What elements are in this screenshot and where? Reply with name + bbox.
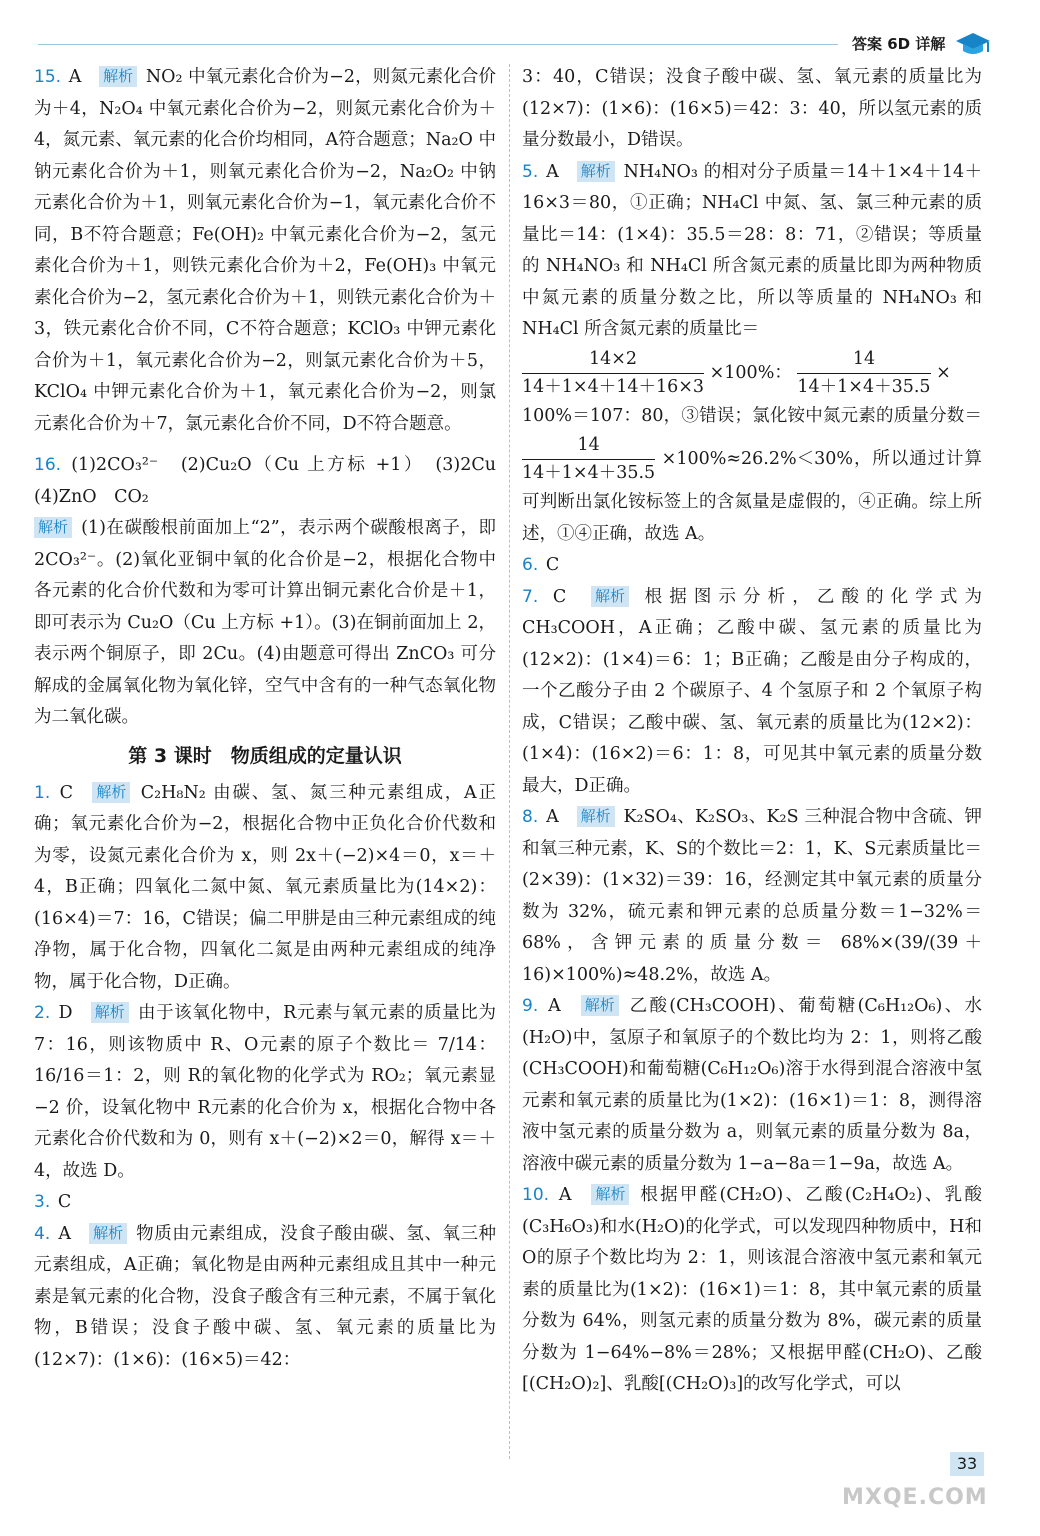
- analysis-tag: 解析: [99, 66, 137, 87]
- answer-choice: A: [548, 996, 561, 1016]
- answer-choice: A: [58, 1223, 71, 1244]
- fraction-expression: [522, 346, 982, 401]
- answer-item-16: [34, 450, 514, 734]
- item-number: 15.: [34, 67, 62, 87]
- item-number: 8.: [522, 807, 539, 827]
- answer-choice: A: [68, 67, 82, 87]
- answer-item-15: [34, 62, 496, 440]
- answer-item-5: [522, 157, 982, 551]
- item-number: 10.: [522, 1185, 550, 1205]
- analysis-tag: 解析: [581, 995, 619, 1016]
- analysis-tag: 解析: [34, 517, 72, 538]
- analysis-tag: 解析: [577, 806, 615, 827]
- item-number: 1.: [34, 782, 51, 803]
- answer-item-10: [522, 1180, 982, 1401]
- analysis-text-cont: 7/14：16/16＝1：2，则 R的氧化物的化学式为 RO₂；氧元素显−2 价，设氧化物中 R元素的化合价为 x，根据化合物中各元素化合价代数和为 0，则有 x＋(−2)×2＝0，解得 x＝＋4，故选 D。: [34, 1034, 496, 1181]
- item-number: 2.: [34, 1003, 51, 1023]
- item-number: 16.: [34, 455, 62, 475]
- header-label: 答案 6D 详解: [852, 35, 946, 53]
- answer-choice: A: [546, 807, 559, 827]
- analysis-text-cont: 68%×(39/(39＋16)×100%)≈48.2%，故选 A。: [522, 933, 982, 985]
- analysis-text-cont: ×100%≈26.2%＜30%，所以通过计算可判断出氯化铵标签上的含氮量是虚假的，④正确。综上所述，①④正确，故选 A。: [522, 449, 982, 544]
- watermark: MXQE.COM: [842, 1485, 988, 1510]
- fraction-denominator: 14＋1×4＋14＋16×3: [522, 376, 705, 397]
- analysis-tag: 解析: [591, 586, 629, 607]
- column-divider: [509, 64, 510, 1459]
- fraction-denominator: 14＋1×4＋35.5: [797, 376, 931, 397]
- answer-choice: C: [57, 1192, 72, 1212]
- fraction-denominator: 14＋1×4＋35.5: [522, 463, 656, 483]
- page-number: 33: [950, 1452, 984, 1476]
- answer-choice: C: [545, 555, 560, 575]
- fraction-numerator: 14: [797, 346, 930, 374]
- analysis-text: 3：40，C错误；没食子酸中碳、氢、氧元素的质量比为(12×7)：(1×6)：(16×5)＝42：3：40，所以氢元素的质量分数最小，D错误。: [522, 67, 982, 150]
- answer-item-8: [522, 802, 982, 991]
- answer-item-9: [522, 991, 982, 1180]
- analysis-text: (1)在碳酸根前面加上“2”，表示两个碳酸根离子，即 2CO₃²⁻。(2)氧化亚铜中氧的化合价是−2，根据化合物中各元素的化合价代数和为零可计算出铜元素化合价是＋1，即可表示为 Cu₂O（Cu 上方标 +1）。(3)在铜前面加上 2，表示两个铜原子，即 2Cu。(4)由题意可得出 ZnCO₃ 可分解成的金属氧化物为氧化锌，空气中含有的一种气态氧化物为二氧化碳。: [34, 518, 496, 727]
- fraction-numerator: 14: [522, 432, 655, 460]
- fraction-operator: ×: [936, 362, 951, 383]
- fraction-operator: ×100%：: [709, 362, 792, 383]
- answer-item-3: [34, 1187, 496, 1219]
- item-number: 4.: [34, 1223, 51, 1244]
- item-number: 6.: [522, 555, 539, 575]
- answer-item-2: [34, 998, 496, 1187]
- answer-choice: C: [552, 586, 567, 607]
- answer-choice: A: [558, 1185, 572, 1205]
- analysis-text: 根据图示分析，乙酸的化学式为 CH₃COOH，A正确；乙酸中碳、氢元素的质量比为(12×2)：(1×4)＝6：1；B正确；乙酸是由分子构成的，一个乙酸分子由 2 个碳原子、4 个氢原子和 2 个氧原子构成，C错误；乙酸中碳、氢、氧元素的质量比为(12×2)：(1×4)：(16×2)＝6：1：8，可见其中氧元素的质量分数最大，D正确。: [522, 586, 982, 796]
- analysis-text: 根据甲醛(CH₂O)、乙酸(C₂H₄O₂)、乳酸(C₃H₆O₃)和水(H₂O)的化学式，可以发现四种物质中，H和O的原子个数比均为 2：1，则该混合溶液中氢元素和氧元素的质量比为(1×2)：(16×1)＝1：8，其中氧元素的质量分数为 64%，则氢元素的质量分数为 8%，碳元素的质量分数为 1−64%−8%＝28%；又根据甲醛(CH₂O)、乙酸[(CH₂O)₂]、乳酸[(CH₂O)₃]的改写化学式，可以: [522, 1185, 982, 1394]
- item-number: 9.: [522, 996, 539, 1016]
- answer-item-4-continued: [522, 62, 982, 157]
- analysis-text: 乙酸(CH₃COOH)、葡萄糖(C₆H₁₂O₆)、水(H₂O)中，氢原子和氧原子的个数比均为 2：1，则将乙酸(CH₃COOH)和葡萄糖(C₆H₁₂O₆)溶于水得到混合溶液中氢元素和氧元素的质量比为(1×2)：(16×1)＝1：8，测得溶液中氢元素的质量分数为 a，则氧元素的质量分数为 8a，溶液中碳元素的质量分数为 1−a−8a＝1−9a，故选 A。: [522, 996, 982, 1174]
- analysis-tag: 解析: [91, 1002, 129, 1023]
- answer-choice: C: [59, 782, 73, 803]
- analysis-tag: 解析: [92, 782, 130, 803]
- analysis-text: 由于该氧化物中，R元素与氧元素的质量比为 7：16，则该物质中 R、O元素的原子个数比＝: [34, 1003, 496, 1055]
- answer-item-7: [522, 582, 982, 803]
- right-column: [522, 62, 982, 1401]
- answer-choice: A: [546, 161, 559, 182]
- analysis-text: C₂H₈N₂ 由碳、氢、氮三种元素组成，A正确；氧元素化合价为−2，根据化合物中正负化合价代数和为零，设氮元素化合价为 x，则 2x＋(−2)×4＝0，x＝＋4，B正确；四氧化二氮中氮、氧元素质量比为(14×2)：(16×4)＝7：16，C错误；偏二甲肼是由三种元素组成的纯净物，属于化合物，四氧化二氮是由两种元素组成的纯净物，属于化合物，D正确。: [34, 782, 496, 992]
- answer-choice: D: [58, 1003, 73, 1023]
- analysis-tag: 解析: [591, 1184, 629, 1205]
- item-number: 7.: [522, 586, 539, 607]
- answer-item-6: [522, 550, 982, 582]
- analysis-text: NO₂ 中氧元素化合价为−2，则氮元素化合价为＋4，N₂O₄ 中氧元素化合价为−2，则氮元素化合价为＋4，氮元素、氧元素的化合价均相同，A符合题意；Na₂O 中钠元素化合价为＋1，则氧元素化合价为−2，Na₂O₂ 中钠元素化合价为＋1，则氧元素化合价为−1，氧元素化合价不同，B不符合题意；Fe(OH)₂ 中氧元素化合价为−2，氢元素化合价为＋1，则铁元素化合价为＋2，Fe(OH)₃ 中氧元素化合价为−2，氢元素化合价为＋1，则铁元素化合价为＋3，铁元素化合价不同，C不符合题意；KClO₃ 中钾元素化合价为＋1，氧元素化合价为−2，则氯元素化合价为＋5，KClO₄ 中钾元素化合价为＋1，氧元素化合价为−2，则氯元素化合价为＋7，氯元素化合价不同，D不符合题意。: [34, 67, 496, 434]
- graduation-cap-icon: [955, 30, 991, 58]
- answer-item-1: [34, 778, 496, 999]
- section-title: 第 3 课时 物质组成的定量认识: [128, 744, 402, 767]
- fraction-expression: [522, 432, 655, 487]
- analysis-text-cont: 100%＝107：80，③错误；氯化铵中氮元素的质量分数＝: [522, 405, 982, 426]
- header-rule: [38, 44, 838, 45]
- answer-list: (1)2CO₃²⁻ (2)Cu₂O（Cu 上方标 +1） (3)2Cu (4)ZnO CO₂: [34, 455, 514, 507]
- analysis-tag: 解析: [89, 1223, 127, 1244]
- item-number: 5.: [522, 161, 539, 182]
- item-number: 3.: [34, 1192, 51, 1212]
- fraction-numerator: 14×2: [522, 346, 704, 374]
- left-column: [34, 62, 514, 1376]
- analysis-text: NH₄NO₃ 的相对分子质量＝14＋1×4＋14＋16×3＝80，①正确；NH₄Cl 中氮、氢、氯三种元素的质量比＝14：(1×4)：35.5＝28：8：71，②错误；等质量的 NH₄NO₃ 和 NH₄Cl 所含氮元素的质量比即为两种物质中氮元素的质量分数之比，所以等质量的 NH₄NO₃ 和 NH₄Cl 所含氮元素的质量比＝: [522, 161, 982, 339]
- analysis-text: 物质由元素组成，没食子酸由碳、氢、氧三种元素组成，A正确；氧化物是由两种元素组成且其中一种元素是氧元素的化合物，没食子酸含有三种元素，不属于氧化物，B错误；没食子酸中碳、氢、氧元素的质量比为(12×7)：(1×6)：(16×5)＝42：: [34, 1223, 496, 1370]
- analysis-text: K₂SO₄、K₂SO₃、K₂S 三种混合物中含硫、钾和氧三种元素，K、S的个数比＝2：1，K、S元素质量比＝(2×39)：(1×32)＝39：16，经测定其中氧元素的质量分数为 32%，硫元素和钾元素的总质量分数＝1−32%＝68%，含钾元素的质量分数＝: [522, 807, 982, 953]
- answer-item-4: [34, 1219, 496, 1377]
- analysis-tag: 解析: [577, 161, 615, 182]
